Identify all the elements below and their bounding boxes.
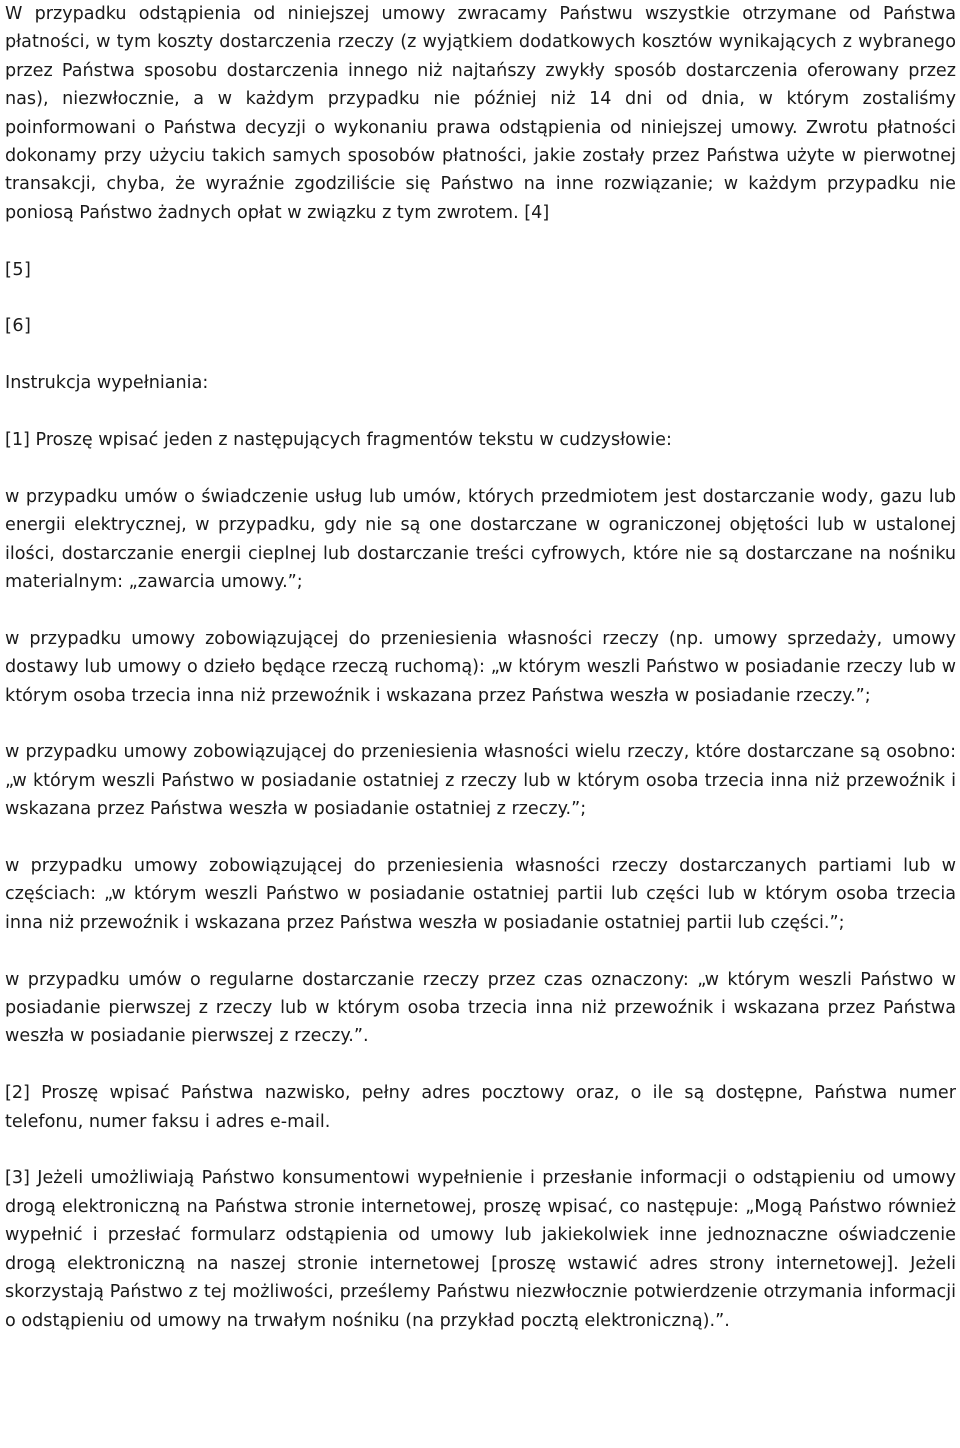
instruction-1: [1] Proszę wpisać jeden z następujących fragmentów tekstu w cudzysłowie: xyxy=(5,430,672,451)
option-regular-delivery: w przypadku umów o regularne dostarczanie rzeczy przez czas oznaczony: „w którym weszli Państwo w posiadanie pierwszej z rzeczy lub w którym osoba trzecia inna niż przewoźnik i wskazana przez Państwa weszła w posiadanie pierwszej z rzeczy.”. xyxy=(5,969,956,1047)
instruction-3: [3] Jeżeli umożliwiają Państwo konsumentowi wypełnienie i przesłanie informacji o odstąpieniu od umowy drogą elektroniczną na Państwa stronie internetowej, proszę wpisać, co następuje: „Mogą Państwo również wypełnić i przesłać formularz odstąpienia od umowy lub jakiekolwiek inne jednoznaczne oświadczenie drogą elektroniczną na naszej stronie internetowej [proszę wstawić adres strony internetowej]. Jeżeli skorzystają Państwo z tej możliwości, prześlemy Państwu niezwłocznie potwierdzenie otrzymania informacji o odstąpieniu od umowy na trwałym nośniku (na przykład pocztą elektroniczną).”. xyxy=(5,1168,956,1331)
instruction-2: [2] Proszę wpisać Państwa nazwisko, pełny adres pocztowy oraz, o ile są dostępne, Państwa numer telefonu, numer faksu i adres e-mail. xyxy=(5,1083,956,1132)
placeholder-5: [5] xyxy=(5,259,32,280)
option-multiple-items: w przypadku umowy zobowiązującej do przeniesienia własności wielu rzeczy, które dostarczane są osobno: „w którym weszli Państwo w posiadanie ostatniej z rzeczy lub w którym osoba trzecia inna niż przewoźnik i wskazana przez Państwa weszła w posiadanie ostatniej z rzeczy.”; xyxy=(5,742,956,820)
option-services: w przypadku umów o świadczenie usług lub umów, których przedmiotem jest dostarczanie wody, gazu lub energii elektrycznej, w przypadku, gdy nie są one dostarczane w ograniczonej objętości lub w ustalonej ilości, dostarczanie energii cieplnej lub dostarczanie treści cyfrowych, które nie są dostarczane na nośniku materialnym: „zawarcia umowy.”; xyxy=(5,486,956,593)
document-page xyxy=(5,0,956,1335)
placeholder-6: [6] xyxy=(5,316,32,337)
instructions-heading: Instrukcja wypełniania: xyxy=(5,373,209,394)
option-ownership: w przypadku umowy zobowiązującej do przeniesienia własności rzeczy (np. umowy sprzedaży, umowy dostawy lub umowy o dzieło będące rzeczą ruchomą): „w którym weszli Państwo w posiadanie rzeczy lub w którym osoba trzecia inna niż przewoźnik i wskazana przez Państwa weszła w posiadanie rzeczy.”; xyxy=(5,628,956,706)
refund-paragraph: W przypadku odstąpienia od niniejszej umowy zwracamy Państwu wszystkie otrzymane od Państwa płatności, w tym koszty dostarczenia rzeczy (z wyjątkiem dodatkowych kosztów wynikających z wybranego przez Państwa sposobu dostarczenia innego niż najtańszy zwykły sposób dostarczenia oferowany przez nas), niezwłocznie, a w każdym przypadku nie później niż 14 dni od dnia, w którym zostaliśmy poinformowani o Państwa decyzji o wykonaniu prawa odstąpienia od niniejszej umowy. Zwrotu płatności dokonamy przy użyciu takich samych sposobów płatności, jakie zostały przez Państwa użyte w pierwotnej transakcji, chyba, że wyraźnie zgodziliście się Państwo na inne rozwiązanie; w każdym przypadku nie poniosą Państwo żadnych opłat w związku z tym zwrotem. [4] xyxy=(5,4,956,223)
option-parts: w przypadku umowy zobowiązującej do przeniesienia własności rzeczy dostarczanych partiami lub w częściach: „w którym weszli Państwo w posiadanie ostatniej partii lub części lub w którym osoba trzecia inna niż przewoźnik i wskazana przez Państwa weszła w posiadanie ostatniej partii lub części.”; xyxy=(5,856,956,933)
